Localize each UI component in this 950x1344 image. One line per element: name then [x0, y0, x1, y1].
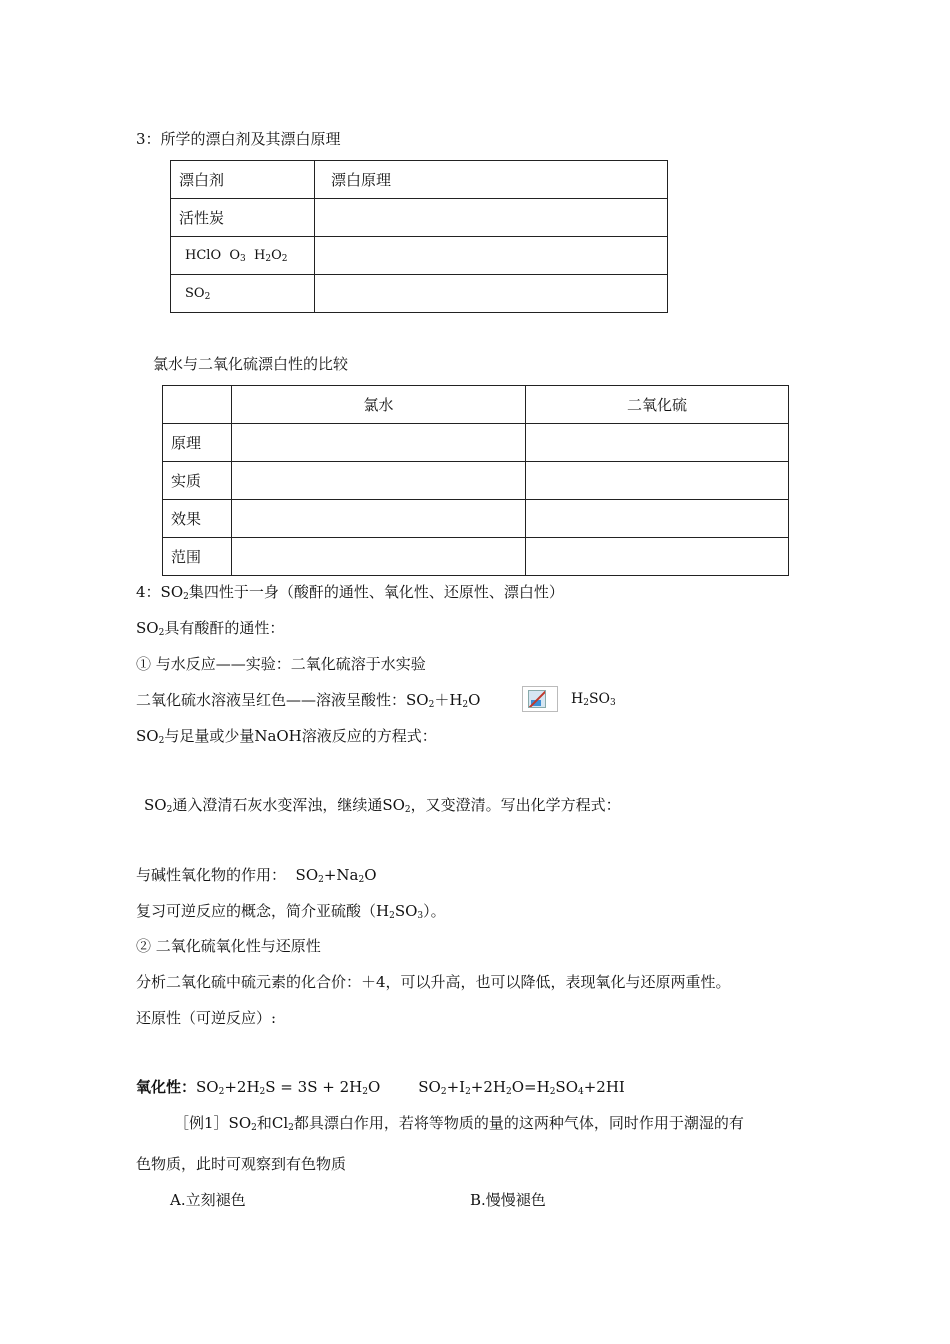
example-line-2: 色物质，此时可观察到有色物质: [136, 1155, 347, 1173]
line-15: [136, 1076, 625, 1097]
bleach-table: [170, 160, 668, 313]
option-a: A.立刻褪色: [170, 1191, 246, 1209]
line-7-product: $H_2SO_3$: [571, 691, 616, 708]
line-11: 复习可逆反应的概念，简介亚硫酸$(H_2SO_3)$。: [136, 902, 446, 921]
table-cell: [315, 199, 668, 237]
table-cell: $SO_2$: [171, 275, 315, 313]
table-header-cell: 氯水: [232, 386, 526, 424]
table-row: [163, 500, 789, 538]
equation-2: $SO_2+I_2+2H_2O=H_2SO_4+2HI$: [418, 1078, 625, 1097]
line-12: ② 二氧化硫氧化性与还原性: [136, 937, 321, 955]
table-row: [171, 275, 668, 313]
compare-table: [162, 385, 789, 576]
table-row: [163, 386, 789, 424]
line-8: $SO_2$与足量或少量NaOH溶液反应的方程式：: [136, 727, 437, 746]
table-row: [171, 161, 668, 199]
table-cell: 范围: [163, 538, 232, 576]
line-9: $SO_2$通入澄清石灰水变浑浊，继续通$SO_2$，又变澄清。写出化学方程式：: [144, 796, 621, 815]
line-14: 还原性（可逆反应）:: [136, 1009, 277, 1027]
equation-1: $SO_2+2H_2S = 3S + 2H_2O$: [196, 1078, 381, 1097]
line-7: 二氧化硫水溶液呈红色——溶液呈酸性：$SO_2+H_2O$: [136, 691, 481, 710]
table-cell: HClO $O_3$ $H_2O_2$: [171, 237, 315, 275]
table-cell: 活性炭: [171, 199, 315, 237]
table-header-cell: 漂白剂: [171, 161, 315, 199]
table-row: [171, 237, 668, 275]
table-cell: 实质: [163, 462, 232, 500]
option-b: B.慢慢褪色: [470, 1191, 546, 1209]
line-5: $SO_2$具有酸酐的通性：: [136, 619, 285, 638]
broken-image-icon: [522, 686, 558, 712]
table-cell: 效果: [163, 500, 232, 538]
line-6: ① 与水反应——实验：二氧化硫溶于水实验: [136, 655, 426, 673]
compare-title: 氯水与二氧化硫漂白性的比较: [153, 355, 349, 373]
line-13: 分析二氧化硫中硫元素的化合价：＋4，可以升高，也可以降低，表现氧化与还原两重性。: [136, 973, 731, 991]
table-row: [171, 199, 668, 237]
table-row: [163, 462, 789, 500]
oxidation-label: 氧化性：: [136, 1078, 197, 1096]
section3-title: 3：所学的漂白剂及其漂白原理: [136, 130, 341, 148]
table-row: [163, 424, 789, 462]
example-line-1: ［例$1]SO_2$和$Cl_2$都具漂白作用，若将等物质的量的这两种气体，同时作用于潮湿的有: [174, 1114, 744, 1133]
table-cell: [315, 275, 668, 313]
line-10: 与碱性氧化物的作用： $SO_2+Na_2O$: [136, 866, 377, 885]
table-header-cell: 漂白原理: [315, 161, 668, 199]
table-header-cell: [163, 386, 232, 424]
table-row: [163, 538, 789, 576]
line-4: 4：$SO_2$集四性于一身（酸酐的通性、氧化性、还原性、漂白性）: [136, 583, 564, 602]
table-header-cell: 二氧化硫: [526, 386, 789, 424]
table-cell: 原理: [163, 424, 232, 462]
table-cell: [315, 237, 668, 275]
